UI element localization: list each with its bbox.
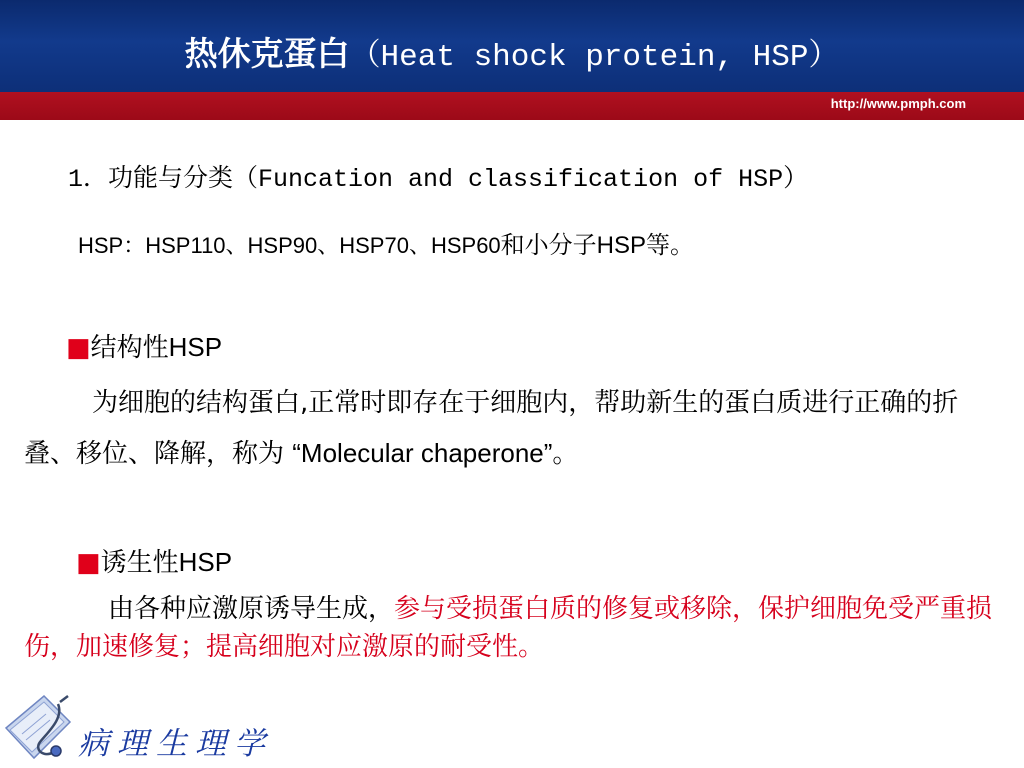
constitutive-text: 为细胞的结构蛋白,正常时即存在于细胞内，帮助新生的蛋白质进行正确的折叠、移位、降解，称为 (24, 388, 959, 469)
inducible-heading (76, 542, 232, 579)
header-banner (0, 0, 1024, 92)
inducible-heading-cn: 诱生性 (100, 548, 179, 578)
slide-title (0, 34, 1024, 78)
publisher-url: http://www.pmph.com (830, 96, 966, 111)
section-heading: 1．功能与分类（Funcation and classification of HSP） (68, 165, 809, 194)
inducible-heading-en: HSP (178, 547, 233, 577)
inducible-text: 由各种应激原诱导生成， (108, 594, 395, 624)
bullet-square-icon: ■ (76, 548, 101, 578)
constitutive-heading-en: HSP (168, 332, 223, 362)
course-name: 病理生理学 (78, 726, 273, 762)
bullet-square-icon: ■ (66, 333, 91, 363)
title-en: （Heat shock protein, HSP） (349, 40, 840, 75)
hsp-list-en2: HSP (596, 232, 647, 259)
molecular-chaperone-term: “Molecular chaperone” (292, 438, 553, 468)
inducible-paragraph (24, 590, 1004, 666)
constitutive-heading-cn: 结构性 (90, 333, 169, 363)
hsp-list-cn2: 等。 (646, 231, 695, 259)
title-cn: 热休克蛋白 (184, 34, 350, 73)
hsp-classification-line (78, 225, 694, 260)
constitutive-paragraph (24, 378, 1004, 479)
constitutive-heading (66, 327, 222, 364)
constitutive-text-end: 。 (552, 439, 579, 469)
stethoscope-book-icon (4, 688, 76, 766)
hsp-list-cn1: 和小分子 (500, 231, 597, 259)
hsp-list-en: HSP：HSP110、HSP90、HSP70、HSP60 (78, 233, 501, 258)
inducible-text-highlight: 参与受损蛋白质的修复或移除，保护细胞免受严重损伤，加速修复；提高细胞对应激原的耐受性。 (24, 594, 993, 662)
